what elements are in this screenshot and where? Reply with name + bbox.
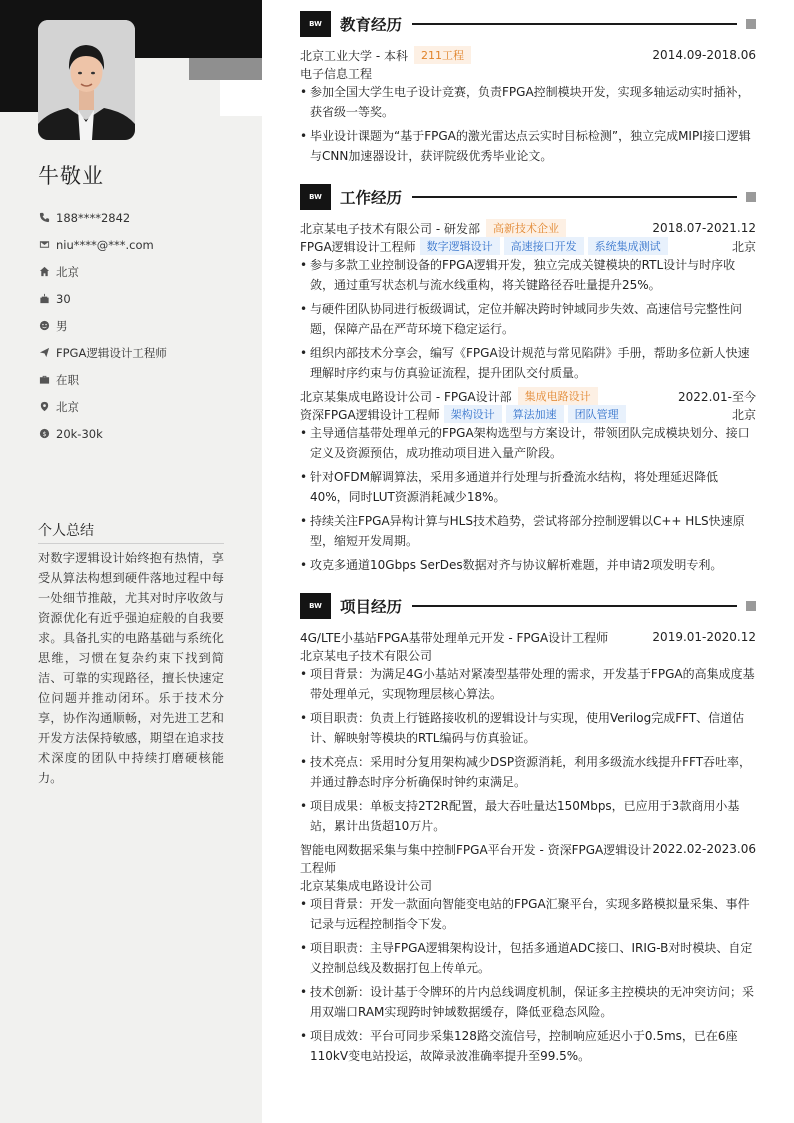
gender-icon — [38, 320, 50, 332]
section-badge: BW — [300, 184, 331, 210]
skill-tag: 架构设计 — [444, 405, 502, 423]
contact-status-text: 在职 — [56, 372, 79, 387]
project-name-row-continued — [300, 858, 756, 876]
project-org: 北京某电子技术有限公司 — [300, 648, 433, 663]
job-position-row — [300, 237, 756, 255]
svg-text:$: $ — [41, 429, 47, 438]
section-square-marker — [746, 192, 756, 202]
education-major: 电子信息工程 — [300, 66, 373, 81]
summary-title: 个人总结 — [38, 520, 224, 544]
education-school-row — [300, 46, 756, 64]
job-company-row — [300, 219, 756, 237]
contact-age — [38, 285, 238, 312]
project-date: 2022.02-2023.06 — [652, 842, 756, 856]
project-date: 2019.01-2020.12 — [652, 630, 756, 644]
send-icon — [38, 347, 50, 359]
decor-gray-block — [189, 58, 262, 80]
job-city: 北京 — [731, 407, 756, 422]
section-square-marker — [746, 601, 756, 611]
project-name-row — [300, 628, 756, 646]
job-bullet: • 参与多款工业控制设备的FPGA逻辑开发，独立完成关键模块的RTL设计与时序收敛，通过重写状态机与流水线重构，将关键路径吞吐量提升25%。 — [300, 255, 756, 295]
job-date: 2022.01-至今 — [678, 389, 756, 404]
project-bullet: • 项目职责：主导FPGA逻辑架构设计，包括多通道ADC接口、IRIG-B对时模块、自定义控制总线及数据打包上传单元。 — [300, 938, 756, 978]
education-date: 2014.09-2018.06 — [652, 48, 756, 62]
projects-title: 项目经历 — [340, 598, 403, 616]
section-square-marker — [746, 19, 756, 29]
project-name-row — [300, 840, 756, 858]
summary-text: 对数字逻辑设计始终抱有热情，享受从算法构想到硬件落地过程中每一处细节推敲，尤其对时序收敛与资源优化有近乎强迫症般的自我要求。具备扎实的电路基础与系统化思维，习惯在复杂约束下找到简洁、可靠的实现路径，擅长快速定位问题并推动闭环。乐于技术分享，协作沟通顺畅，对先进工艺和开发方法保持敏感，期望在追求技术深度的团队中持续打磨硬核能力。 — [38, 551, 224, 785]
profile-photo — [38, 20, 135, 140]
contact-phone-text: 188****2842 — [56, 210, 131, 225]
project-bullet: • 项目成效：平台可同步采集128路交流信号，控制响应延迟小于0.5ms，已在6座110kV变电站投运，故障录波准确率提升至99.5%。 — [300, 1026, 756, 1066]
contact-gender — [38, 312, 238, 339]
job-bullet: • 持续关注FPGA异构计算与HLS技术趋势，尝试将部分控制逻辑以C++ HLS快速原型，缩短开发周期。 — [300, 511, 756, 551]
job-tag: 高新技术企业 — [486, 219, 566, 237]
work-section-header — [300, 184, 756, 210]
job-position: 资深FPGA逻辑设计工程师 — [300, 407, 440, 422]
project-bullet: • 技术创新：设计基于令牌环的片内总线调度机制，保证多主控模块的无冲突访问；采用双端口RAM实现跨时钟域数据缓存，降低亚稳态风险。 — [300, 982, 756, 1022]
contact-hometown — [38, 258, 238, 285]
section-badge: BW — [300, 593, 331, 619]
contact-target-city-text: 北京 — [56, 399, 79, 414]
skill-tag: 系统集成测试 — [588, 237, 668, 255]
contact-hometown-text: 北京 — [56, 264, 79, 279]
contact-salary — [38, 420, 238, 447]
contact-email — [38, 231, 238, 258]
job-bullet: • 针对OFDM解调算法，采用多通道并行处理与折叠流水结构，将处理延迟降低40%，同时LUT资源消耗减少18%。 — [300, 467, 756, 507]
phone-icon — [38, 212, 50, 224]
contact-salary-text: 20k-30k — [56, 426, 103, 441]
education-school: 北京工业大学 - 本科 — [300, 48, 408, 63]
job-company: 北京某电子技术有限公司 - 研发部 — [300, 221, 480, 236]
project-bullet: • 项目背景：为满足4G小基站对紧凑型基带处理的需求，开发基于FPGA的高集成度基带处理单元，实现物理层核心算法。 — [300, 664, 756, 704]
project-bullet: • 技术亮点：采用时分复用架构减少DSP资源消耗，利用多级流水线提升FFT吞吐率，并通过静态时序分析确保时钟约束满足。 — [300, 752, 756, 792]
contact-target-position-text: FPGA逻辑设计工程师 — [56, 345, 167, 360]
work-title: 工作经历 — [340, 189, 403, 207]
project-name: 智能电网数据采集与集中控制FPGA平台开发 - 资深FPGA逻辑设计 — [300, 842, 652, 857]
section-badge: BW — [300, 11, 331, 37]
contact-target-city — [38, 393, 238, 420]
skill-tag: 高速接口开发 — [504, 237, 584, 255]
job-position: FPGA逻辑设计工程师 — [300, 239, 416, 254]
section-divider — [412, 23, 737, 25]
job-bullet: • 攻克多通道10Gbps SerDes数据对齐与协议解析难题，并申请2项发明专利。 — [300, 555, 756, 575]
project-bullet: • 项目成果：单板支持2T2R配置，最大吞吐量达150Mbps，已应用于3款商用小基站，累计出货超10万片。 — [300, 796, 756, 836]
job-company: 北京某集成电路设计公司 - FPGA设计部 — [300, 389, 512, 404]
section-divider — [412, 605, 737, 607]
sidebar — [0, 0, 262, 1123]
job-bullet: • 组织内部技术分享会，编写《FPGA设计规范与常见陷阱》手册，帮助多位新人快速理解时序约束与仿真验证流程，提升团队交付质量。 — [300, 343, 756, 383]
project-name: 4G/LTE小基站FPGA基带处理单元开发 - FPGA设计工程师 — [300, 630, 609, 645]
projects-section-header — [300, 593, 756, 619]
education-tag: 211工程 — [414, 46, 471, 64]
job-city: 北京 — [731, 239, 756, 254]
salary-icon — [38, 428, 50, 440]
job-tag: 集成电路设计 — [518, 387, 598, 405]
education-bullet: • 参加全国大学生电子设计竞赛，负责FPGA控制模块开发，实现多轴运动实时插补，获省级一等奖。 — [300, 82, 756, 122]
contact-email-text: niu****@***.com — [56, 237, 154, 252]
job-company-row — [300, 387, 756, 405]
job-bullet: • 主导通信基带处理单元的FPGA架构选型与方案设计，带领团队完成模块划分、接口定义及资源预估，成功推动项目进入量产阶段。 — [300, 423, 756, 463]
briefcase-icon — [38, 374, 50, 386]
project-org: 北京某集成电路设计公司 — [300, 878, 433, 893]
project-name-continued: 工程师 — [300, 860, 337, 875]
education-title: 教育经历 — [340, 16, 403, 34]
contact-target-position — [38, 339, 238, 366]
skill-tag: 团队管理 — [568, 405, 626, 423]
contact-list — [38, 204, 238, 447]
project-bullet: • 项目背景：开发一款面向智能变电站的FPGA汇聚平台，实现多路模拟量采集、事件记录与远程控制指令下发。 — [300, 894, 756, 934]
contact-phone — [38, 204, 238, 231]
candidate-name: 牛敬业 — [38, 164, 104, 188]
job-bullet: • 与硬件团队协同进行板级调试，定位并解决跨时钟域同步失效、高速信号完整性问题，保障产品在严苛环境下稳定运行。 — [300, 299, 756, 339]
contact-age-text: 30 — [56, 291, 71, 306]
education-section-header — [300, 11, 756, 37]
project-org-row — [300, 876, 756, 894]
skill-tag: 数字逻辑设计 — [420, 237, 500, 255]
education-major-row — [300, 64, 756, 82]
job-date: 2018.07-2021.12 — [652, 221, 756, 235]
project-org-row — [300, 646, 756, 664]
contact-gender-text: 男 — [56, 318, 68, 333]
education-bullet: • 毕业设计课题为“基于FPGA的激光雷达点云实时目标检测”，独立完成MIPI接口逻辑与CNN加速器设计，获评院级优秀毕业论文。 — [300, 126, 756, 166]
project-bullet: • 项目职责：负责上行链路接收机的逻辑设计与实现，使用Verilog完成FFT、信道估计、解映射等模块的RTL编码与仿真验证。 — [300, 708, 756, 748]
decor-black-block — [0, 58, 38, 112]
home-icon — [38, 266, 50, 278]
contact-status — [38, 366, 238, 393]
decor-white-block — [220, 80, 262, 116]
section-divider — [412, 196, 737, 198]
job-position-row — [300, 405, 756, 423]
location-icon — [38, 401, 50, 413]
cake-icon — [38, 293, 50, 305]
skill-tag: 算法加速 — [506, 405, 564, 423]
mail-icon — [38, 239, 50, 251]
